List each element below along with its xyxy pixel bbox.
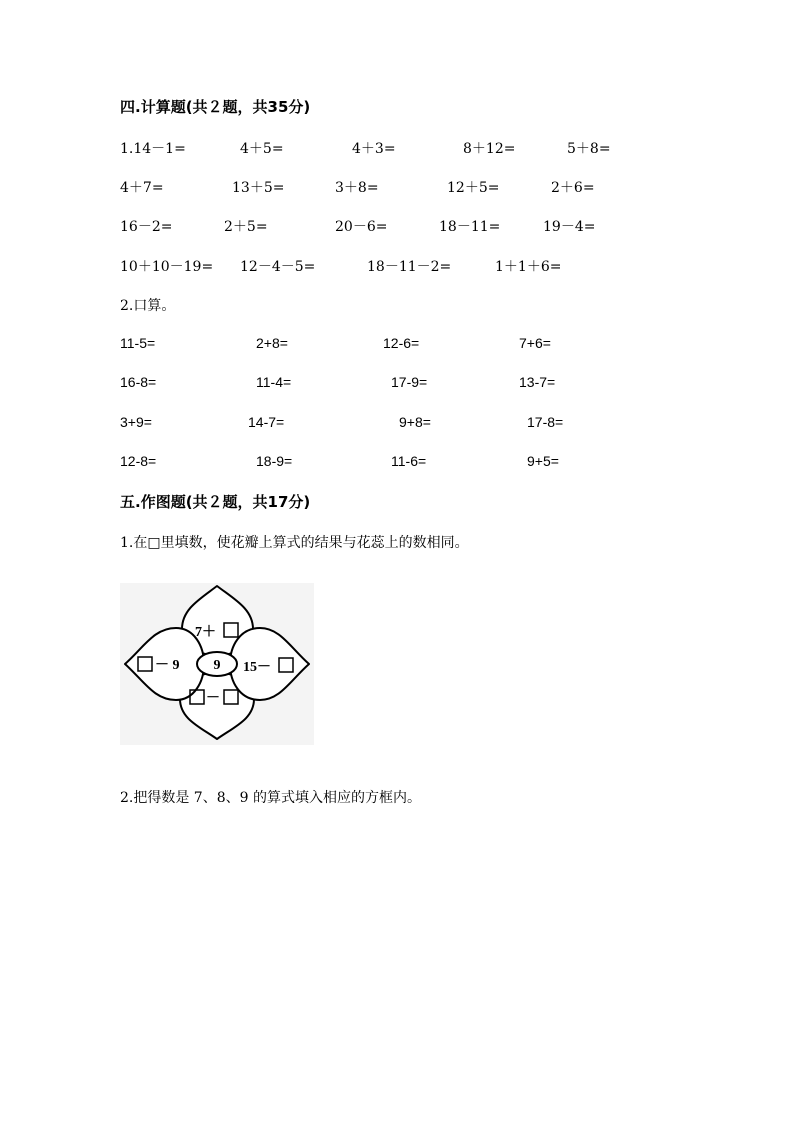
- s5-q2-title: 2.把得数是 7、8、9 的算式填入相应的方框内。: [120, 790, 421, 806]
- problem: 4＋5=: [240, 141, 284, 157]
- section-5-heading: 五.作图题(共２题，共17分): [120, 493, 311, 511]
- petal-top-text: 7＋: [195, 625, 216, 640]
- problem: 13-7=: [519, 374, 556, 390]
- q2-row-3: [0, 414, 794, 434]
- problem: 18-9=: [256, 453, 293, 469]
- problem: 3＋8=: [335, 180, 379, 196]
- problem: 18－11=: [439, 219, 501, 235]
- problem: 20－6=: [335, 219, 388, 235]
- problem: 12－4－5=: [240, 259, 316, 275]
- problem: 11-6=: [391, 453, 427, 469]
- q1-row-3: [0, 216, 794, 236]
- problem: 11-4=: [256, 374, 292, 390]
- problem: 17-8=: [527, 414, 564, 430]
- problem: 11-5=: [120, 335, 156, 351]
- problem: 8＋12=: [463, 141, 516, 157]
- q2-title: 2.口算。: [120, 298, 176, 314]
- q2-row-4: [0, 453, 794, 473]
- q1-row-2: [0, 177, 794, 197]
- q2-row-1: [0, 335, 794, 355]
- problem: 16-8=: [120, 374, 157, 390]
- problem: 2+8=: [256, 335, 288, 351]
- problem: 1＋1＋6=: [495, 259, 562, 275]
- problem: 10＋10－19=: [120, 259, 214, 275]
- petal-left-text: － 9: [155, 658, 180, 673]
- problem: 16－2=: [120, 219, 173, 235]
- s5-q1-title: 1.在□里填数，使花瓣上算式的结果与花蕊上的数相同。: [120, 535, 469, 551]
- problem: 13＋5=: [232, 180, 285, 196]
- flower-diagram: [120, 583, 314, 745]
- problem: 1.14－1=: [120, 141, 186, 157]
- problem: 9+8=: [399, 414, 431, 430]
- q1-row-4: [0, 256, 794, 276]
- problem: 14-7=: [248, 414, 285, 430]
- problem: 3+9=: [120, 414, 152, 430]
- problem: 2＋5=: [224, 219, 268, 235]
- center-number: 9: [213, 658, 221, 673]
- problem: 4＋7=: [120, 180, 164, 196]
- problem: 12-6=: [383, 335, 420, 351]
- problem: 19－4=: [543, 219, 596, 235]
- petal-bottom-text: －: [206, 691, 220, 706]
- problem: 4＋3=: [352, 141, 396, 157]
- problem: 2＋6=: [551, 180, 595, 196]
- problem: 12＋5=: [447, 180, 500, 196]
- section-4-heading: 四.计算题(共２题，共35分): [120, 98, 311, 116]
- problem: 5＋8=: [567, 141, 611, 157]
- problem: 12-8=: [120, 453, 157, 469]
- problem: 7+6=: [519, 335, 551, 351]
- q2-row-2: [0, 374, 794, 394]
- q1-row-1: [0, 138, 794, 158]
- problem: 17-9=: [391, 374, 428, 390]
- petal-right-text: 15－: [243, 660, 271, 675]
- problem: 9+5=: [527, 453, 559, 469]
- problem: 18－11－2=: [367, 259, 452, 275]
